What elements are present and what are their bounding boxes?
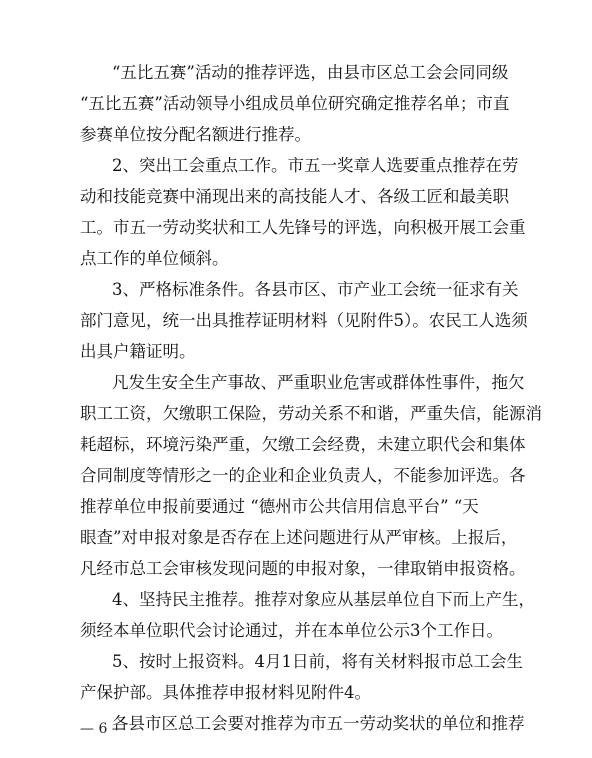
paragraph-4-line-6: 眼查”对申报对象是否存在上述问题进行从严审核。上报后， [80,528,518,547]
paragraph-4-line-3: 耗超标，环境污染严重，欠缴工会经费，未建立职代会和集体 [80,435,526,454]
paragraph-1-line-1: “五比五赛”活动的推荐评选，由县市区总工会会同同级 [112,63,509,82]
paragraph-1-line-3: 参赛单位按分配名额进行推荐。 [80,125,311,144]
paragraph-4-line-4: 合同制度等情形之一的企业和企业负责人，不能参加评选。各 [80,466,526,485]
paragraph-2-line-4: 点工作的单位倾斜。 [80,249,229,268]
paragraph-4-line-2: 职工工资，欠缴职工保险，劳动关系不和谐，严重失信，能源消 [80,404,542,423]
paragraph-5-line-1: 4、坚持民主推荐。推荐对象应从基层单位自下而上产生， [112,590,535,609]
paragraph-4-line-7: 凡经市总工会审核发现问题的申报对象，一律取销申报资格。 [80,559,526,578]
paragraph-4-line-5: 推荐单位申报前要通过 “德州市公共信用信息平台” “天 [80,497,479,516]
paragraph-2-line-2: 动和技能竞赛中涌现出来的高技能人才、各级工匠和最美职 [80,187,509,206]
paragraph-3-line-2: 部门意见，统一出具推荐证明材料（见附件5）。农民工人选须 [80,311,528,330]
paragraph-2-line-3: 工。市五一劳动奖状和工人先锋号的评选，向积极开展工会重 [80,218,526,237]
paragraph-5-line-2: 须经本单位职代会讨论通过，并在本单位公示3个工作日。 [80,621,503,640]
paragraph-6-line-2: 产保护部。具体推荐申报材料见附件4。 [80,683,371,702]
paragraph-3-line-1: 3、严格标准条件。各县市区、市产业工会统一征求有关 [112,280,519,299]
paragraph-7-line-1: 各县市区总工会要对推荐为市五一劳动奖状的单位和推荐 [112,714,525,733]
paragraph-4-line-1: 凡发生安全生产事故、严重职业危害或群体性事件，拖欠 [112,373,525,392]
paragraph-2-line-1: 2、突出工会重点工作。市五一奖章人选要重点推荐在劳 [112,156,519,175]
paragraph-3-line-3: 出具户籍证明。 [80,342,196,361]
page-number: — 6 — [80,721,126,737]
paragraph-6-line-1: 5、按时上报资料。4月1日前，将有关材料报市总工会生 [112,652,523,671]
paragraph-1-line-2: “五比五赛”活动领导小组成员单位研究确定推荐名单；市直 [80,94,510,113]
